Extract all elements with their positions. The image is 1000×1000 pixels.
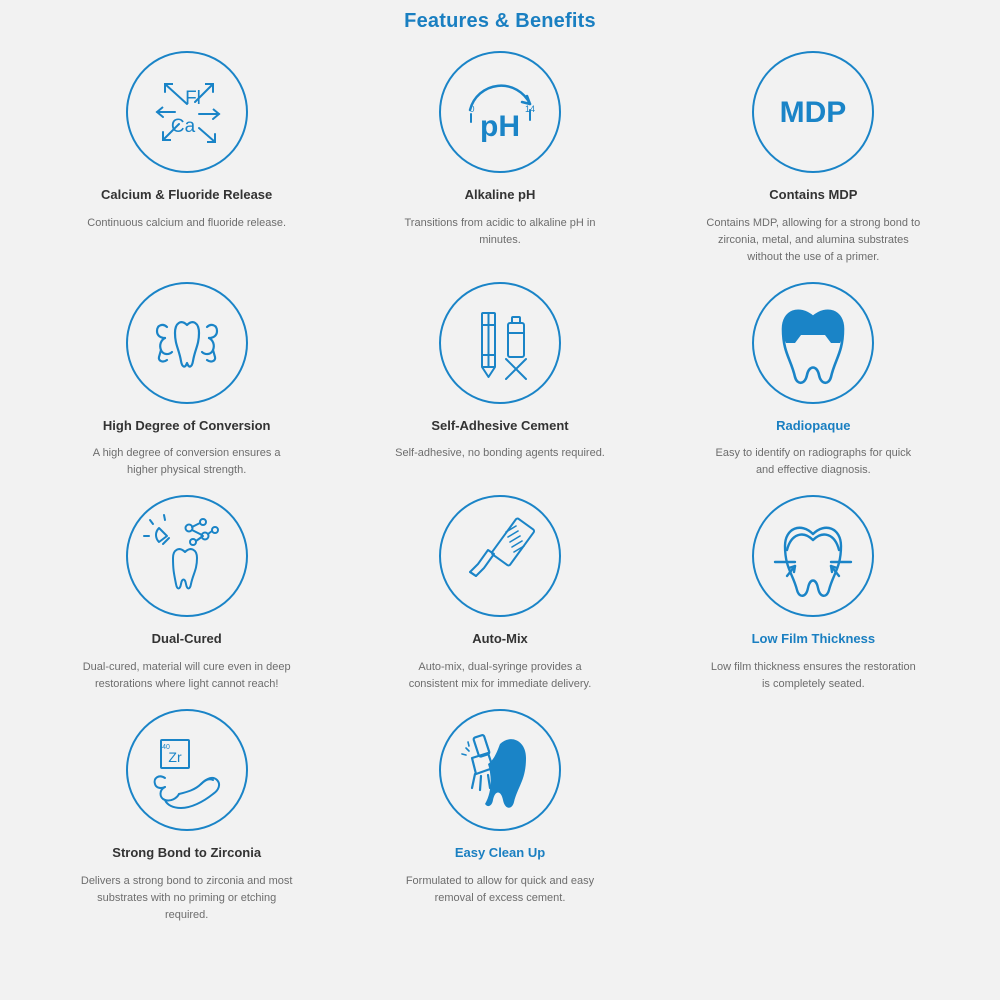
feature-description: Self-adhesive, no bonding agents required. — [395, 447, 605, 460]
strong-tooth-flex-icon — [126, 282, 248, 404]
low-film-thickness-icon — [752, 495, 874, 617]
svg-text:40: 40 — [161, 744, 170, 752]
svg-text:pH: pH — [479, 110, 520, 143]
feature-card — [343, 282, 656, 480]
svg-text:Ca: Ca — [170, 116, 195, 137]
feature-card — [657, 51, 970, 266]
svg-text:MDP: MDP — [779, 96, 847, 129]
page-title: Features & Benefits — [404, 10, 596, 32]
easy-clean-up-brush-icon — [439, 709, 561, 831]
feature-card — [343, 709, 656, 924]
feature-description: Auto-mix, dual-syringe provides a consistent mix for immediate delivery. — [408, 661, 592, 691]
feature-description: Continuous calcium and fluoride release. — [87, 216, 287, 229]
feature-card — [30, 51, 343, 266]
feature-title: Calcium & Fluoride Release — [101, 187, 273, 202]
mdp-icon — [752, 51, 874, 173]
feature-description: Formulated to allow for quick and easy removal of excess cement. — [405, 874, 595, 904]
feature-card — [30, 282, 343, 480]
features-grid-row-4 — [0, 709, 1000, 924]
self-adhesive-cement-icon — [439, 282, 561, 404]
feature-title: Alkaline pH — [464, 187, 536, 202]
feature-description: Low film thickness ensures the restoration is completely seated. — [710, 661, 916, 691]
feature-card — [343, 495, 656, 693]
auto-mix-syringe-icon — [439, 495, 561, 617]
feature-description: A high degree of conversion ensures a higher physical strength. — [92, 447, 281, 477]
feature-title: High Degree of Conversion — [102, 417, 271, 433]
alkaline-ph-icon — [439, 51, 561, 173]
feature-title: Easy Clean Up — [454, 845, 546, 861]
zirconia-bond-strength-icon — [126, 709, 248, 831]
svg-text:Zr: Zr — [168, 749, 182, 766]
feature-title: Radiopaque — [776, 417, 851, 433]
feature-card — [657, 495, 970, 693]
svg-text:0: 0 — [469, 104, 475, 114]
svg-text:Fl: Fl — [184, 88, 201, 109]
features-grid — [0, 51, 1000, 693]
feature-description: Dual-cured, material will cure even in deep restorations where light cannot reach! — [82, 661, 291, 691]
feature-title: Low Film Thickness — [751, 631, 876, 647]
feature-card — [657, 282, 970, 480]
radiopaque-tooth-icon — [752, 282, 874, 404]
feature-title: Dual-Cured — [151, 631, 222, 647]
feature-description: Contains MDP, allowing for a strong bond to zirconia, metal, and alumina substrates without the use of a primer. — [706, 216, 921, 263]
feature-description: Transitions from acidic to alkaline pH in minutes. — [404, 216, 596, 246]
feature-description: Easy to identify on radiographs for quick and effective diagnosis. — [715, 447, 912, 477]
feature-card — [30, 495, 343, 693]
calcium-fluoride-release-icon — [126, 51, 248, 173]
feature-title: Auto-Mix — [472, 631, 528, 647]
feature-card — [343, 51, 656, 266]
dual-cured-light-icon — [126, 495, 248, 617]
feature-title: Contains MDP — [769, 187, 858, 202]
feature-card — [30, 709, 343, 924]
svg-text:14: 14 — [524, 104, 535, 114]
grid-spacer — [657, 709, 970, 924]
feature-description: Delivers a strong bond to zirconia and most substrates with no priming or etching required. — [80, 874, 293, 921]
feature-title: Self-Adhesive Cement — [431, 417, 569, 433]
feature-title: Strong Bond to Zirconia — [112, 845, 262, 861]
